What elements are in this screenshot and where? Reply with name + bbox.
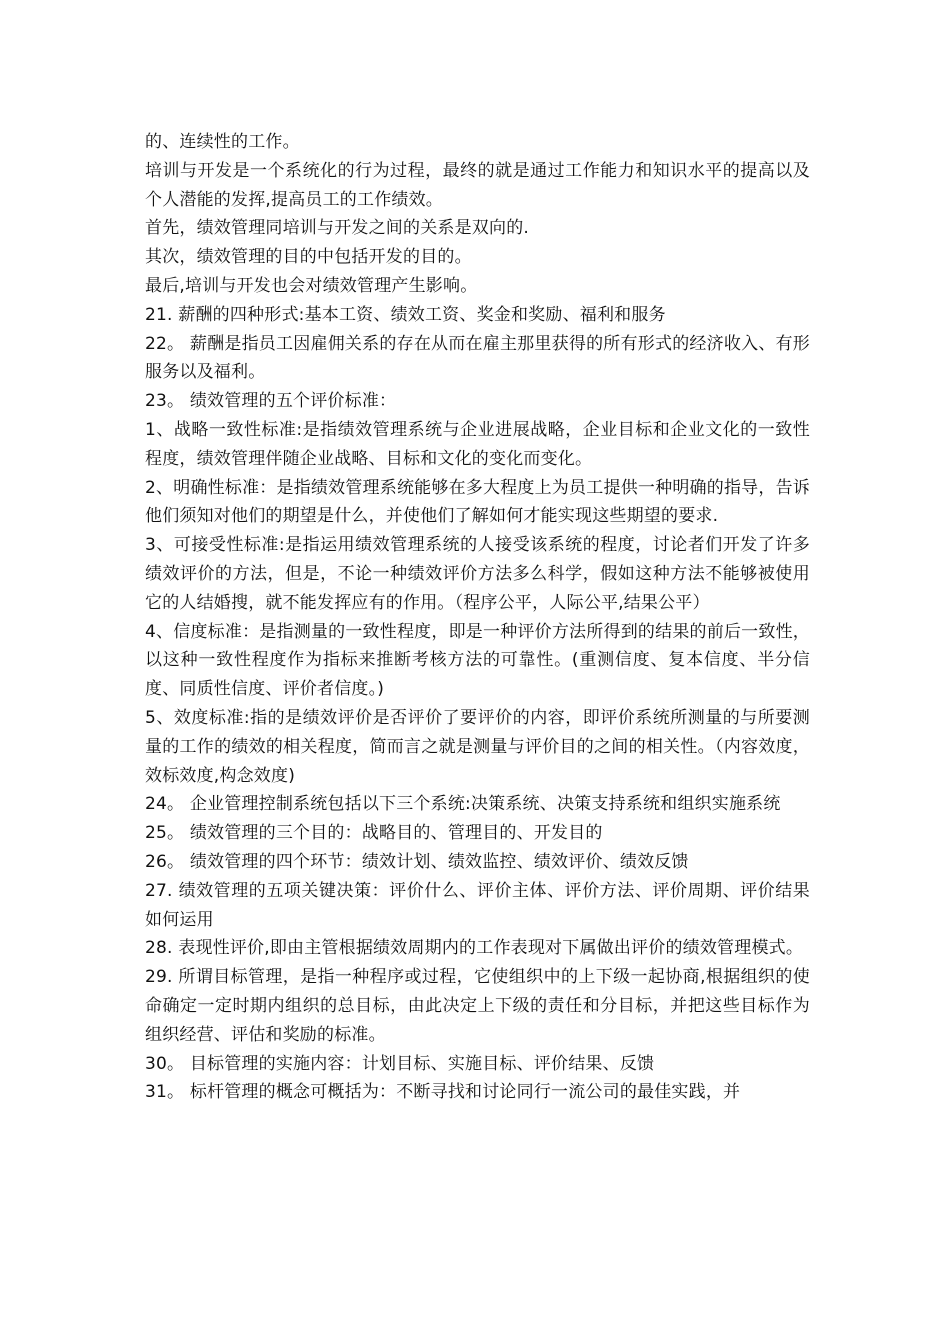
document-body — [145, 128, 810, 1107]
paragraph: 26。 绩效管理的四个环节：绩效计划、绩效监控、绩效评价、绩效反馈 — [145, 851, 689, 872]
paragraph: 最后,培训与开发也会对绩效管理产生影响。 — [145, 275, 478, 296]
paragraph: 3、可接受性标准:是指运用绩效管理系统的人接受该系统的程度，讨论者们开发了许多绩效评价的方法，但是，不论一种绩效评价方法多么科学，假如这种方法不能够被使用它的人结婚搜，就不能发挥应有的作用。（程序公平，人际公平,结果公平） — [145, 535, 810, 613]
paragraph: 其次，绩效管理的目的中包括开发的目的。 — [145, 247, 472, 268]
paragraph: 29. 所谓目标管理，是指一种程序或过程，它使组织中的上下级一起协商,根据组织的使命确定一定时期内组织的总目标，由此决定上下级的责任和分目标，并把这些目标作为组织经营、评估和奖励的标准。 — [145, 967, 810, 1045]
paragraph: 培训与开发是一个系统化的行为过程，最终的就是通过工作能力和知识水平的提高以及个人潜能的发挥,提高员工的工作绩效。 — [145, 160, 810, 210]
paragraph: 5、效度标准:指的是绩效评价是否评价了要评价的内容，即评价系统所测量的与所要测量的工作的绩效的相关程度，简而言之就是测量与评价目的之间的相关性。（内容效度，效标效度,构念效度) — [145, 707, 810, 786]
paragraph: 4、信度标准：是指测量的一致性程度，即是一种评价方法所得到的结果的前后一致性，以这种一致性程度作为指标来推断考核方法的可靠性。(重测信度、复本信度、半分信度、同质性信度、评价者信度。) — [145, 621, 810, 700]
paragraph: 25。 绩效管理的三个目的：战略目的、管理目的、开发目的 — [145, 823, 603, 844]
paragraph: 首先，绩效管理同培训与开发之间的关系是双向的. — [145, 218, 530, 239]
paragraph: 24。 企业管理控制系统包括以下三个系统:决策系统、决策支持系统和组织实施系统 — [145, 794, 781, 815]
paragraph: 21. 薪酬的四种形式:基本工资、绩效工资、奖金和奖励、福利和服务 — [145, 304, 666, 325]
paragraph: 31。 标杆管理的概念可概括为：不断寻找和讨论同行一流公司的最佳实践，并 — [145, 1082, 741, 1103]
paragraph: 23。 绩效管理的五个评价标准： — [145, 391, 397, 412]
paragraph: 30。 目标管理的实施内容：计划目标、实施目标、评价结果、反馈 — [145, 1053, 655, 1074]
paragraph: 28. 表现性评价,即由主管根据绩效周期内的工作表现对下属做出评价的绩效管理模式。 — [145, 938, 804, 959]
paragraph: 2、明确性标准：是指绩效管理系统能够在多大程度上为员工提供一种明确的指导，告诉他们须知对他们的期望是什么，并使他们了解如何才能实现这些期望的要求. — [145, 477, 810, 527]
paragraph: 的、连续性的工作。 — [145, 132, 300, 152]
paragraph: 1、战略一致性标准:是指绩效管理系统与企业进展战略，企业目标和企业文化的一致性程度，绩效管理伴随企业战略、目标和文化的变化而变化。 — [145, 419, 810, 469]
paragraph: 22。 薪酬是指员工因雇佣关系的存在从而在雇主那里获得的所有形式的经济收入、有形服务以及福利。 — [145, 333, 810, 383]
paragraph: 27. 绩效管理的五项关键决策：评价什么、评价主体、评价方法、评价周期、评价结果如何运用 — [145, 880, 810, 930]
